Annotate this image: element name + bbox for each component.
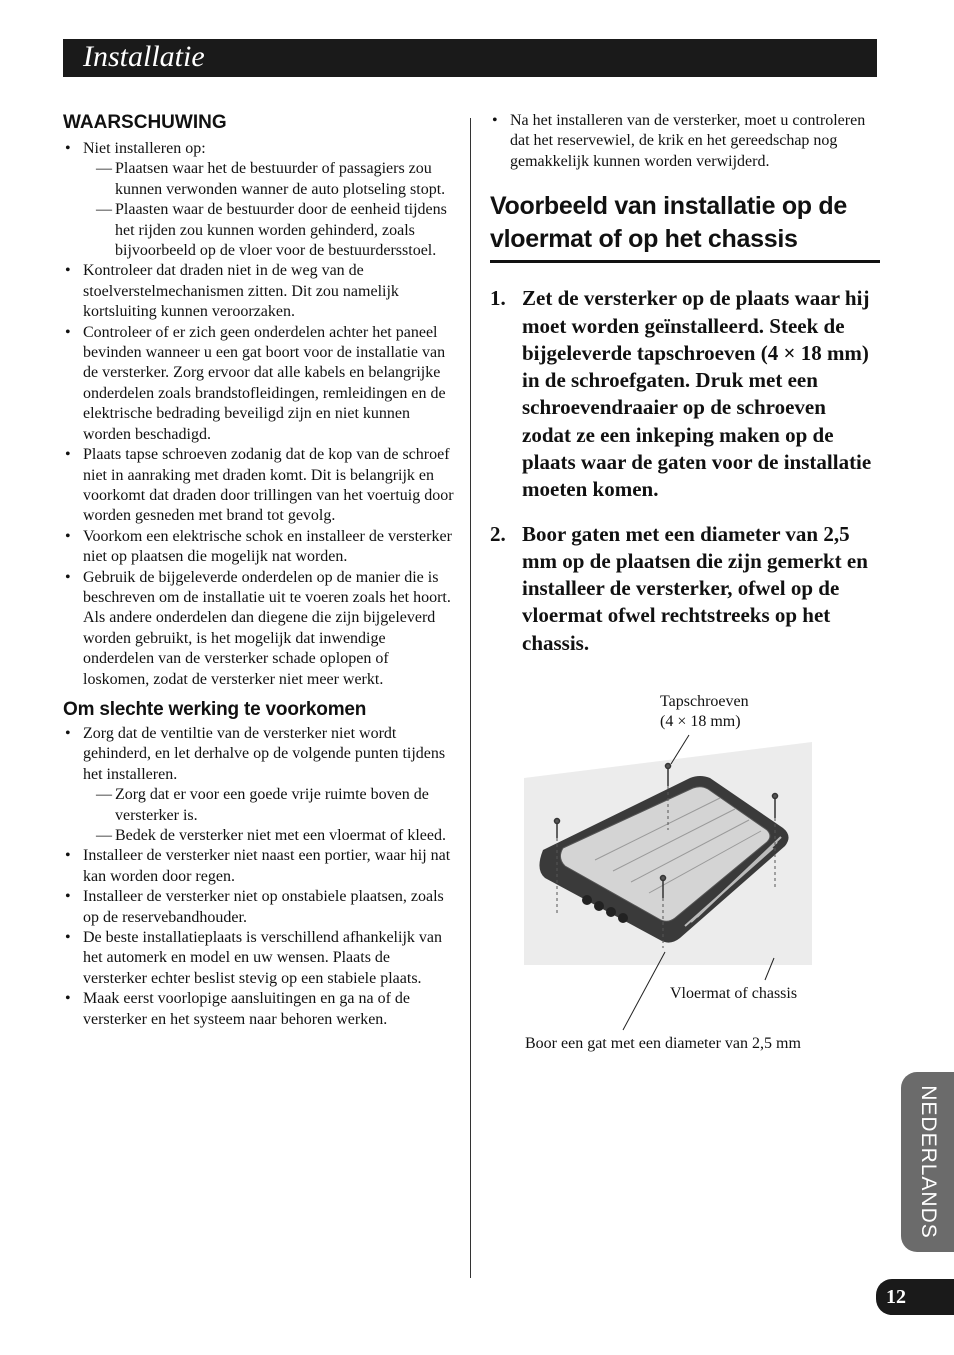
section-title: Voorbeeld van installatie op de vloermat of op het chassis [490,190,880,263]
step-item [490,285,880,503]
list-item: • Gebruik de bijgeleverde onderdelen op de manier die is beschreven om de installatie uit te voeren zoals het hoort. Als andere onderdelen dan diegene die zijn bijgeleverd worden gebruikt, is het mogelijk dat inwendige onderdelen van de versterker schade oplopen of loskomen, zodat de versterker niet meer werkt. [63,568,455,690]
language-tab [901,1072,954,1252]
right-column [490,111,880,674]
amplifier-illustration [515,690,885,1070]
header-bar [63,39,877,77]
sub-list [83,159,455,261]
list-item-text: Niet installeren op: [83,140,206,157]
page-number-badge [876,1279,954,1315]
list-item: • De beste installatieplaats is verschillend afhankelijk van het automerk en model en uw wensen. Plaats de versterker echter beslist stevig op een stabiele plaats. [63,928,455,989]
sub-list-item: — Zorg dat er voor een goede vrije ruimte boven de versterker is. [83,785,455,826]
left-column [63,111,455,1030]
warning-list [63,139,455,690]
step-item [490,521,880,657]
malfunction-list [63,724,455,1030]
sub-list [83,785,455,846]
list-item: • Na het installeren van de versterker, moet u controleren dat het reservewiel, de krik en het gereedschap nog gemakkelijk kunnen worden verwijderd. [490,111,880,172]
list-item: • Kontroleer dat draden niet in de weg van de stoelverstelmechanismen zitten. Dit zou namelijk kortsluiting kunnen veroorzaken. [63,261,455,322]
list-item: • Maak eerst voorlopige aansluitingen en ga na of de versterker en het systeem naar behoren werken. [63,989,455,1030]
warning-heading: WAARSCHUWING [63,112,227,133]
installation-figure [515,690,885,1070]
page-title: Installatie [83,40,205,73]
drill-label: Boor een gat met een diameter van 2,5 mm [525,1035,801,1052]
list-item: • Installeer de versterker niet naast een portier, waar hij nat kan worden door regen. [63,846,455,887]
step-text: Boor gaten met een diameter van 2,5 mm op de plaatsen die zijn gemerkt en installeer de versterker, ofwel op de vloermat ofwel rechtstreeks op het chassis. [522,521,868,655]
sub-heading: Om slechte werking te voorkomen [63,698,367,720]
list-item: • Plaats tapse schroeven zodanig dat de kop van de schroef niet in aanraking met draden komt. Dit is belangrijk en voorkomt dat draden door trillingen van het voertuig door worden gesneden met brand tot gevolg. [63,445,455,527]
list-item-text: Zorg dat de ventiltie van de versterker niet wordt gehinderd, en let derhalve op de volgende punten tijdens het installeren. [83,724,446,783]
language-tab-label: NEDERLANDS [916,1085,940,1239]
top-bullet-list [490,111,880,172]
floor-label: Vloermat of chassis [670,985,798,1002]
list-item [63,724,455,846]
screws-label: Tapschroeven [660,693,749,710]
sub-list-item: — Plaasten waar de bestuurder door de eenheid tijdens het rijden zou kunnen worden gehinderd, zoals bijvoorbeeld op de vloer voor de bestuurdersstoel. [83,200,455,261]
list-item [63,139,455,261]
step-number: 2. [490,521,506,546]
list-item: • Installeer de versterker niet op onstabiele plaatsen, zoals op de reservebandhouder. [63,887,455,928]
list-item: • Voorkom een elektrische schok en installeer de versterker niet op plaatsen die mogelijk nat worden. [63,527,455,568]
column-divider [470,118,471,1278]
list-item: • Controleer of er zich geen onderdelen achter het paneel bevinden wanneer u een gat boort voor de installatie van de versterker. Zorg ervoor dat alle kabels en belangrijke onderdelen zoals brandstofleidingen, remleidingen en de elektrische bedrading beveiligd zijn en niet kunnen worden beschadigd. [63,323,455,445]
sub-list-item: — Plaatsen waar het de bestuurder of passagiers zou kunnen verwonden wanner de auto plotseling stopt. [83,159,455,200]
page-number: 12 [886,1286,906,1308]
step-text: Zet de versterker op de plaats waar hij moet worden geïnstalleerd. Steek de bijgeleverde tapschroeven (4 × 18 mm) in de schroefgaten. Druk met een schroevendraaier op de schroeven zodat ze een inkeping maken op de plaats waar de gaten voor de installatie moeten komen. [522,286,872,502]
steps-list [490,285,880,657]
sub-list-item: — Bedek de versterker niet met een vloermat of kleed. [83,826,455,846]
screws-size-label: (4 × 18 mm) [660,713,741,730]
step-number: 1. [490,286,506,311]
